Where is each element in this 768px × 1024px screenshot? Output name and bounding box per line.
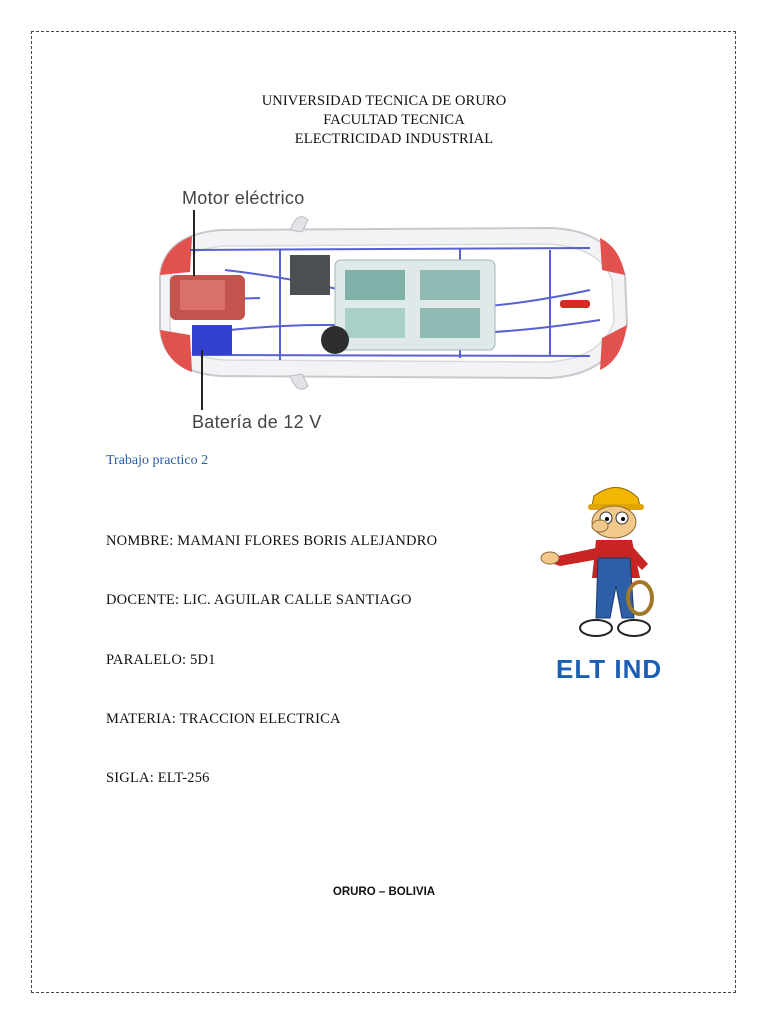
electric-car-illustration [130, 180, 640, 440]
institution-header [0, 92, 768, 149]
university-name: UNIVERSIDAD TECNICA DE ORURO [261, 93, 507, 109]
battery-label: Batería de 12 V [192, 412, 322, 432]
parallel-field: PARALELO: 5D1 [106, 652, 216, 668]
teacher-name: DOCENTE: LIC. AGUILAR CALLE SANTIAGO [106, 592, 412, 608]
faculty-name: FACULTAD TECNICA [323, 112, 465, 128]
student-name: NOMBRE: MAMANI FLORES BORIS ALEJANDRO [106, 533, 438, 549]
elt-ind-mascot-logo [536, 478, 676, 688]
car-diagram-svg [130, 180, 640, 440]
subject-field: MATERIA: TRACCION ELECTRICA [106, 711, 341, 727]
code-field: SIGLA: ELT-256 [106, 770, 210, 786]
department-name: ELECTRICIDAD INDUSTRIAL [294, 131, 494, 147]
footer-location: ORURO – BOLIVIA [332, 886, 436, 898]
logo-text: ELT IND [556, 654, 663, 684]
assignment-title: Trabajo practico 2 [106, 453, 209, 468]
motor-label: Motor eléctrico [182, 188, 305, 208]
